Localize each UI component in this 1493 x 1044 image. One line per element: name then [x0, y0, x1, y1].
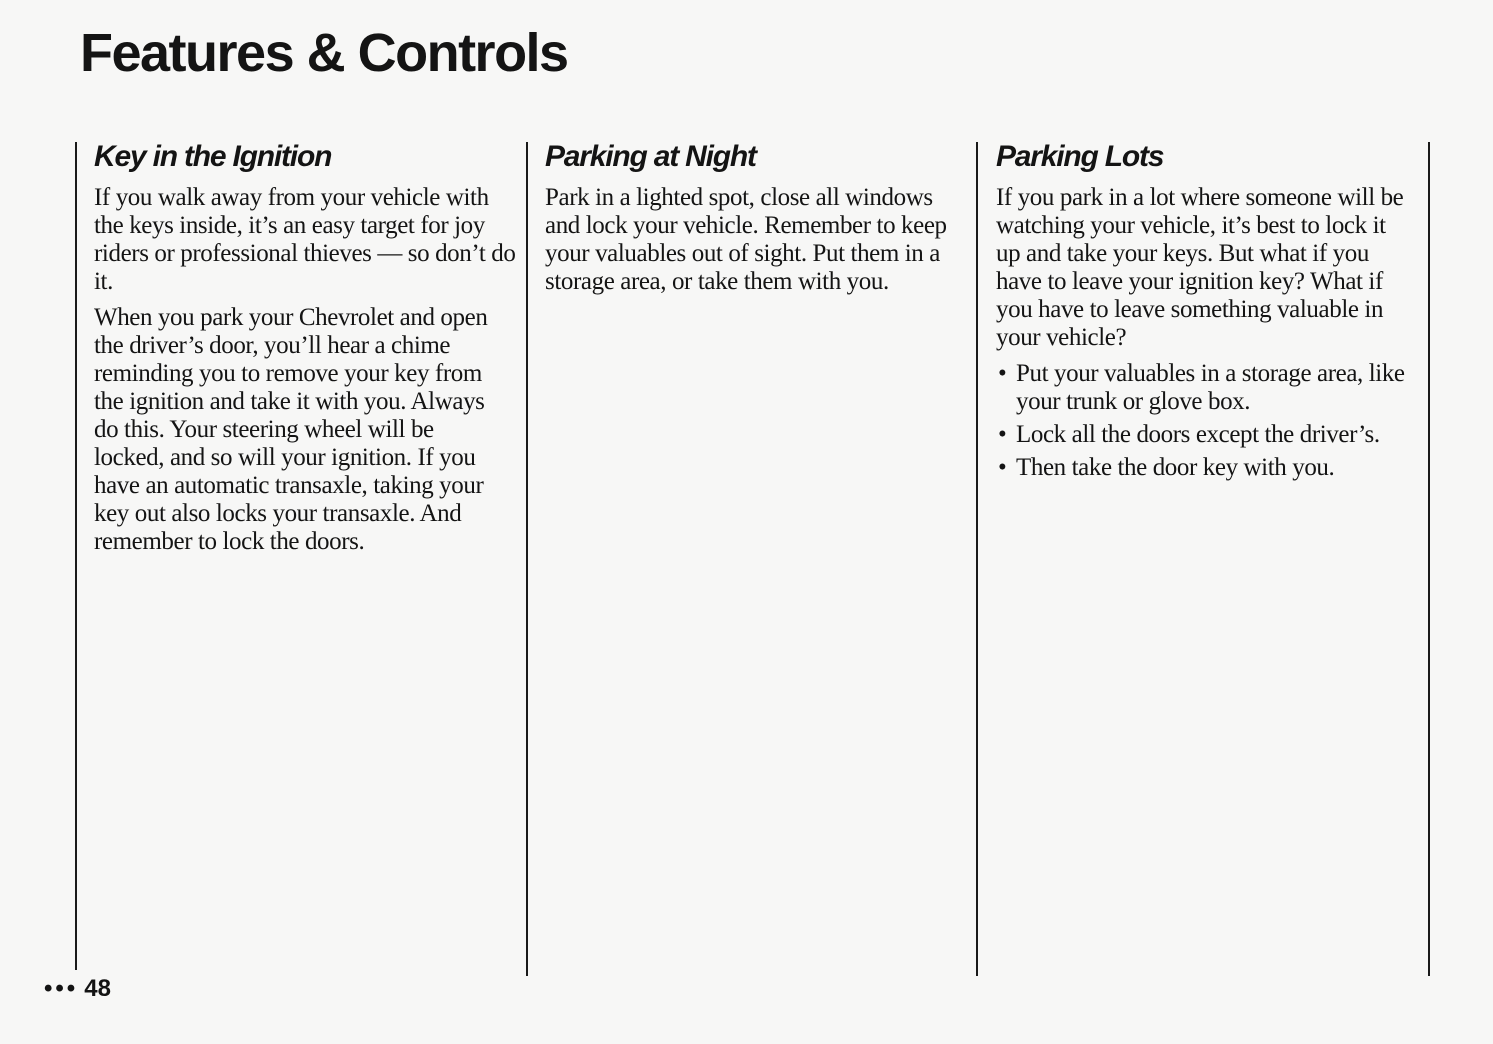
- list-item: [996, 421, 1418, 449]
- section-heading: Parking Lots: [996, 140, 1164, 173]
- bullet-icon: •: [998, 360, 1007, 387]
- section-key-in-ignition: [94, 138, 516, 564]
- list-item-text: Lock all the doors except the driver’s.: [1016, 421, 1380, 448]
- page-marker-dots-icon: •••: [44, 975, 79, 1002]
- paragraph: If you walk away from your vehicle with the keys inside, it’s an easy target for joy riders or professional thieves — so don’t do it.: [94, 184, 516, 295]
- section-parking-at-night: [545, 138, 967, 304]
- paragraph: Park in a lighted spot, close all windows and lock your vehicle. Remember to keep your valuables out of sight. Put them in a storage area, or take them with you.: [545, 184, 947, 295]
- section-heading: Key in the Ignition: [94, 140, 332, 173]
- page-footer: [44, 972, 111, 1006]
- paragraph: If you park in a lot where someone will be watching your vehicle, it’s best to lock it up and take your keys. But what if you have to leave your ignition key? What if you have to leave something valuable in your vehicle?: [996, 184, 1404, 351]
- section-parking-lots: [996, 138, 1418, 487]
- list-item-text: Put your valuables in a storage area, like your trunk or glove box.: [1016, 360, 1405, 415]
- bullet-icon: •: [998, 421, 1007, 448]
- column-divider-2: [526, 142, 528, 976]
- column-divider-1: [75, 142, 77, 970]
- bullet-list: [996, 360, 1418, 482]
- page-title: Features & Controls: [80, 23, 568, 83]
- column-divider-3: [976, 142, 978, 976]
- column-divider-4: [1428, 142, 1430, 976]
- paragraph: When you park your Chevrolet and open the driver’s door, you’ll hear a chime reminding you to remove your key from the ignition and take it with you. Always do this. Your steering wheel will be locked, and so will your ignition. If you have an automatic transaxle, taking your key out also locks your transaxle. And remember to lock the doors.: [94, 304, 488, 555]
- section-heading: Parking at Night: [545, 140, 756, 173]
- list-item-text: Then take the door key with you.: [1016, 454, 1335, 481]
- list-item: [996, 360, 1418, 416]
- page-number: 48: [84, 975, 111, 1002]
- list-item: [996, 454, 1418, 482]
- bullet-icon: •: [998, 454, 1007, 481]
